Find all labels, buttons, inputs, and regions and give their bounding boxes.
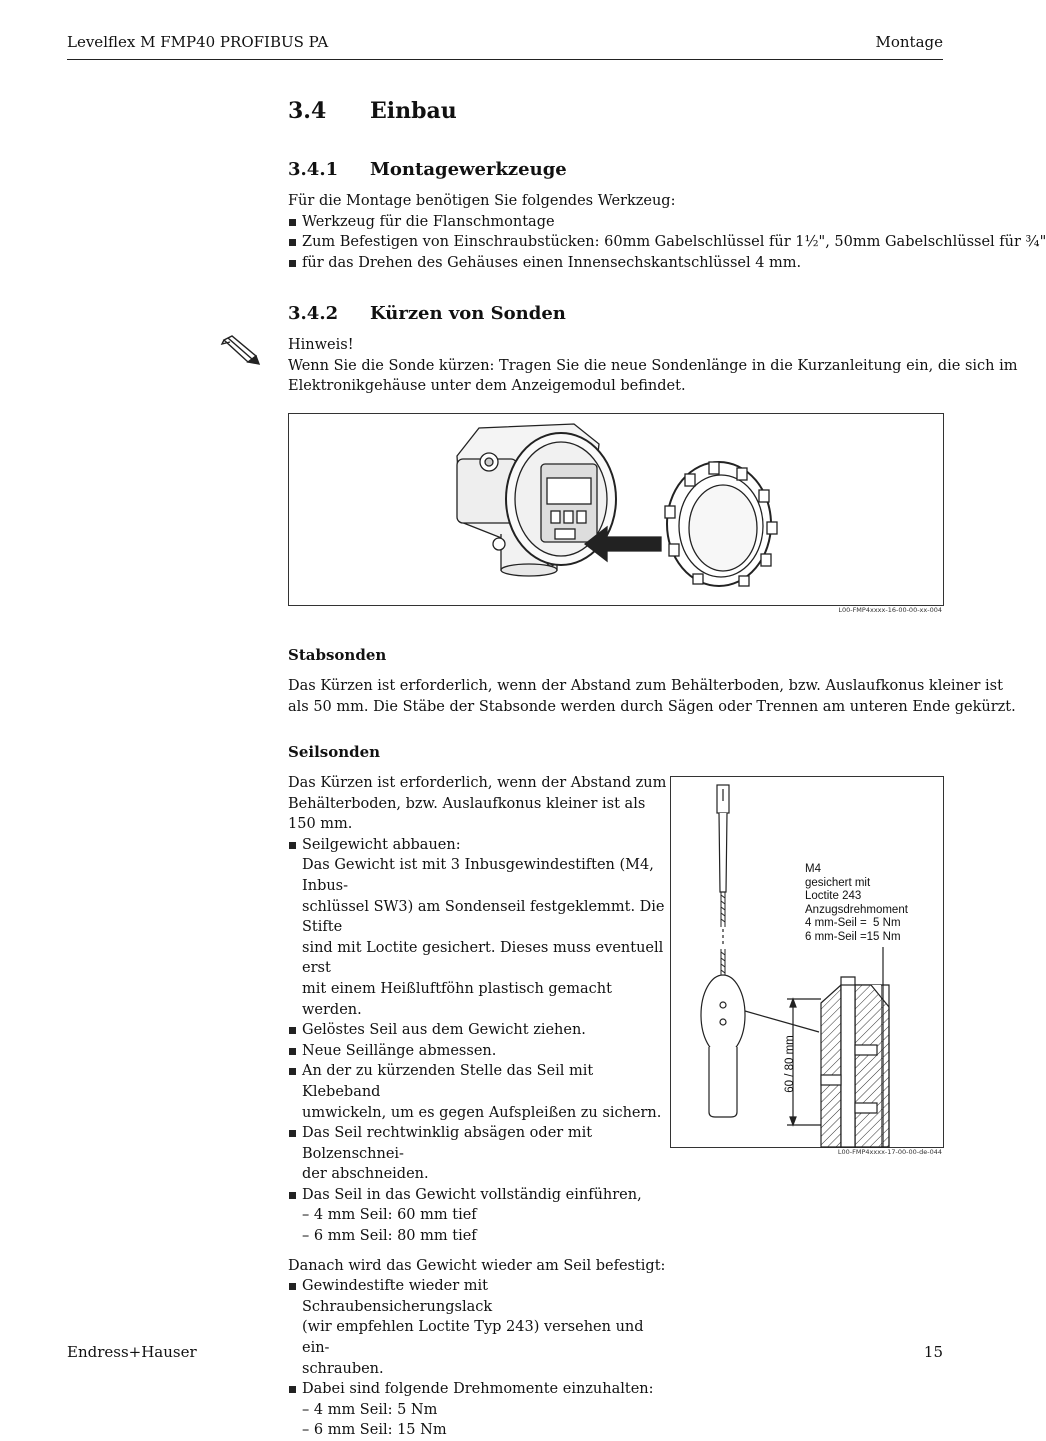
- pencil-note-icon: [220, 334, 262, 366]
- text-line: mit einem Heißluftföhn plastisch gemacht werden.: [302, 980, 612, 1018]
- list-item: [288, 1276, 668, 1379]
- note-block: [288, 335, 1018, 397]
- list-item: Das Seil in das Gewicht vollständig einführen,: [288, 1185, 668, 1206]
- figure-caption: L00-FMP4xxxx-17-00-00-de-044: [837, 1148, 942, 1156]
- subsection-heading-1: [288, 159, 688, 185]
- fig-label: Anzugsdrehmoment: [805, 903, 908, 916]
- fig-label: 6 mm-Seil =15 Nm: [805, 930, 901, 943]
- text-line: 150 mm.: [288, 816, 353, 833]
- rope-weight-figure: [670, 776, 944, 1148]
- fig-label: Loctite 243: [805, 890, 862, 902]
- header-title: Levelflex M FMP40 PROFIBUS PA: [67, 33, 329, 51]
- rope-weight-illustration: [671, 777, 943, 1147]
- torque-label-block: [805, 863, 908, 944]
- seilsonden-heading: Seilsonden: [288, 743, 381, 761]
- note-text-line: Elektronikgehäuse unter dem Anzeigemodul befindet.: [288, 378, 686, 395]
- housing-figure: [288, 413, 944, 606]
- text-line: sind mit Loctite gesichert. Dieses muss eventuell erst: [302, 939, 664, 977]
- tools-intro: Für die Montage benötigen Sie folgendes Werkzeug:: [288, 193, 676, 209]
- section-title: Einbau: [370, 98, 457, 124]
- seilsonden-text: [288, 773, 668, 1441]
- list-item: [288, 835, 668, 1020]
- fig-label: M4: [805, 863, 821, 875]
- subsection-number: 3.4.2: [288, 303, 339, 324]
- steps-list-2: [288, 1276, 668, 1400]
- fig-label: gesichert mit: [805, 876, 871, 889]
- housing-illustration: [289, 414, 943, 605]
- note-label: Hinweis!: [288, 337, 354, 353]
- section-number: 3.4: [288, 98, 327, 124]
- header-section: Montage: [875, 33, 943, 51]
- dash-item: – 6 mm Seil: 80 mm tief: [302, 1228, 477, 1245]
- dash-item: – 4 mm Seil: 60 mm tief: [302, 1207, 477, 1224]
- dash-item: – 4 mm Seil: 5 Nm: [302, 1401, 438, 1418]
- text-line: schrauben.: [302, 1360, 384, 1377]
- list-item: Neue Seillänge abmessen.: [288, 1041, 668, 1062]
- list-item: für das Drehen des Gehäuses einen Innensechskantschlüssel 4 mm.: [288, 253, 948, 274]
- list-item: [288, 1123, 668, 1185]
- stabsonden-heading: Stabsonden: [288, 646, 387, 664]
- text-line: Behälterboden, bzw. Auslaufkonus kleiner ist als: [288, 795, 646, 812]
- subsection-title: Kürzen von Sonden: [370, 303, 566, 324]
- list-item: Werkzeug für die Flanschmontage: [288, 212, 948, 233]
- list-item: Gelöstes Seil aus dem Gewicht ziehen.: [288, 1020, 668, 1041]
- tools-paragraph: [288, 191, 1046, 273]
- section-heading: [288, 98, 588, 128]
- dash-item: – 6 mm Seil: 15 Nm: [302, 1422, 447, 1439]
- text-line: An der zu kürzenden Stelle das Seil mit Klebeband: [302, 1063, 594, 1100]
- text-line: Das Seil rechtwinklig absägen oder mit Bolzenschnei-: [302, 1125, 593, 1162]
- note-text-line: Wenn Sie die Sonde kürzen: Tragen Sie die neue Sondenlänge in die Kurzanleitung ein, die sich im: [288, 357, 1018, 374]
- text-line: der abschneiden.: [302, 1166, 429, 1183]
- text-line: Das Gewicht ist mit 3 Inbusgewindestiften (M4, Inbus-: [302, 857, 654, 894]
- stabsonden-paragraph: [288, 676, 1016, 717]
- text-line: Danach wird das Gewicht wieder am Seil befestigt:: [288, 1257, 666, 1274]
- list-item: Dabei sind folgende Drehmomente einzuhalten:: [288, 1379, 668, 1400]
- text-line: umwickeln, um es gegen Aufspleißen zu sichern.: [302, 1104, 662, 1121]
- text-line: Das Kürzen ist erforderlich, wenn der Abstand zum: [288, 775, 667, 791]
- text-line: Das Kürzen ist erforderlich, wenn der Abstand zum Behälterboden, bzw. Auslaufkonus kleiner ist: [288, 678, 1003, 694]
- tools-list: [288, 212, 1046, 274]
- dimension-label: 60 / 80 mm: [784, 1035, 796, 1093]
- subsection-number: 3.4.1: [288, 159, 339, 180]
- steps-list: [288, 835, 668, 1206]
- subsection-title: Montagewerkzeuge: [370, 159, 567, 180]
- figure-caption: L00-FMP4xxxx-16-00-00-xx-004: [838, 606, 942, 614]
- footer-company: Endress+Hauser: [67, 1343, 197, 1361]
- list-item: [288, 1061, 668, 1123]
- text-line: Seilgewicht abbauen:: [302, 836, 461, 853]
- list-item: Zum Befestigen von Einschraubstücken: 60mm Gabelschlüssel für 1½", 50mm Gabelschlüssel für ¾": [288, 232, 948, 253]
- header-rule: [67, 59, 943, 60]
- text-line: Gewindestifte wieder mit Schraubensicherungslack: [302, 1278, 493, 1315]
- fig-label: 4 mm-Seil = 5 Nm: [805, 917, 901, 929]
- text-line: schlüssel SW3) am Sondenseil festgeklemmt. Die Stifte: [302, 898, 665, 936]
- text-line: (wir empfehlen Loctite Typ 243) versehen und ein-: [302, 1319, 644, 1357]
- subsection-heading-2: [288, 303, 688, 329]
- text-line: als 50 mm. Die Stäbe der Stabsonde werden durch Sägen oder Trennen am unteren Ende gekürzt.: [288, 698, 1016, 715]
- page-number: 15: [923, 1343, 943, 1361]
